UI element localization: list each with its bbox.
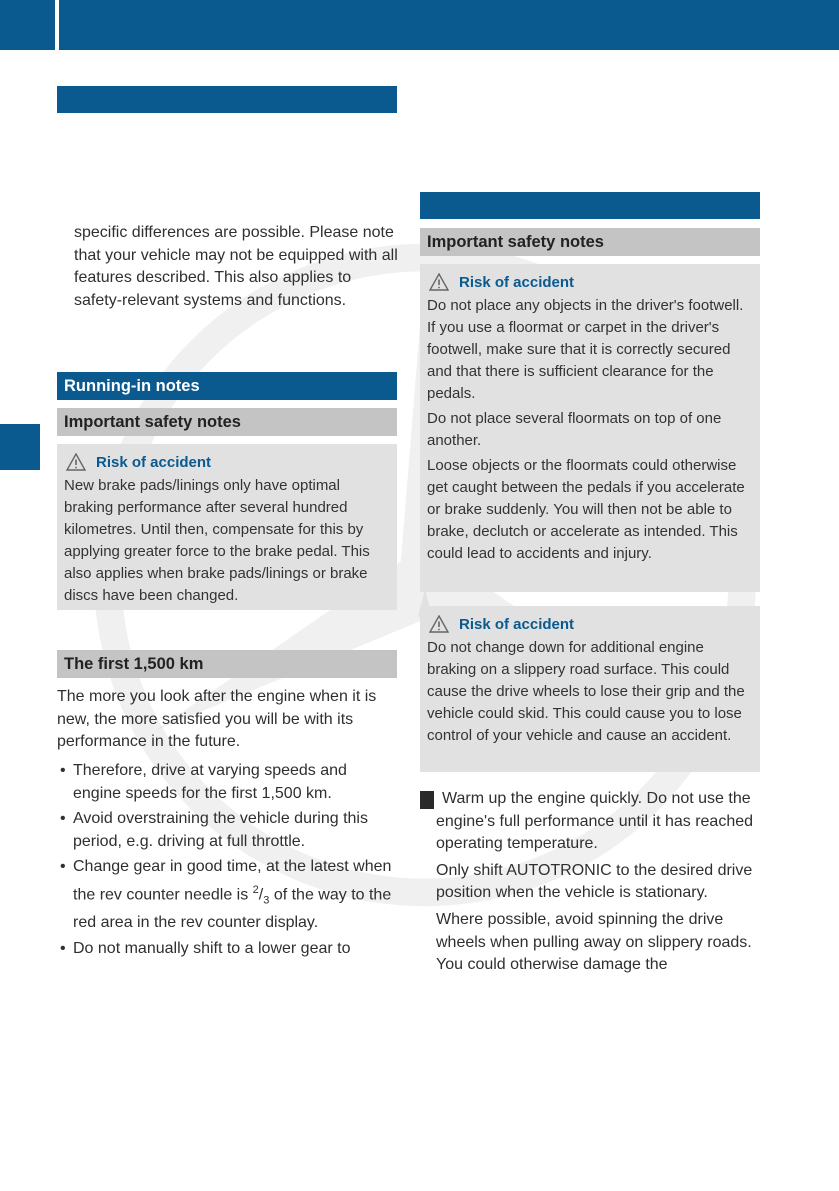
safety-notes-heading: Important safety notes xyxy=(420,228,760,256)
warning-title xyxy=(427,272,754,292)
warning-triangle-icon xyxy=(429,273,449,291)
bullet-text: Change gear in good time, at the latest when the rev counter needle is xyxy=(73,858,392,904)
warning-triangle-icon xyxy=(429,615,449,633)
warning-text: New brake pads/linings only have optimal braking performance after several hundred kilometres. Until then, compensate for this by applying greater force to the brake pedal. This also applies when brake pads/linings or brake discs have been changed. xyxy=(64,477,370,604)
list-item: • Therefore, drive at varying speeds and engine speeds for the first 1,500 km. xyxy=(57,760,399,805)
running-in-notes-heading: Running-in notes xyxy=(57,372,397,400)
first-1500-km-heading: The first 1,500 km xyxy=(57,650,397,678)
note-exclamation-icon: ! xyxy=(420,791,434,809)
note-paragraph xyxy=(416,788,762,856)
header-bar xyxy=(59,0,839,50)
section-header-bar xyxy=(57,86,397,113)
warning-title xyxy=(64,452,391,472)
intro-text: specific differences are possible. Please note that your vehicle may not be equipped with all features described. This also applies to safety-relevant systems and functions. xyxy=(74,224,398,309)
note-text: Warm up the engine quickly. Do not use the engine's full performance until it has reached operating temperature. xyxy=(436,790,754,853)
warning-title-text: Risk of accident xyxy=(96,453,212,471)
downshift-warning-box xyxy=(420,606,760,772)
caution-note xyxy=(416,788,762,977)
warning-text: Do not place several floormats on top of one another. xyxy=(427,410,722,449)
safety-notes-heading: Important safety notes xyxy=(57,408,397,436)
header-bar-left xyxy=(0,0,55,50)
warning-title xyxy=(427,614,754,634)
footwell-warning-box xyxy=(420,264,760,592)
warning-title-text: Risk of accident xyxy=(459,615,575,633)
warning-text: Loose objects or the floormats could otherwise get caught between the pedals if you accelerate or brake suddenly. You will then not be able to brake, declutch or accelerate as intended. This could lead to accidents and injury. xyxy=(427,457,745,562)
section-header-bar xyxy=(420,192,760,219)
list-item: • Do not manually shift to a lower gear to xyxy=(57,938,399,961)
fraction-slash: / xyxy=(258,886,264,904)
list-item xyxy=(57,856,399,934)
note-paragraph: Only shift AUTOTRONIC to the desired drive position when the vehicle is stationary. xyxy=(436,861,753,902)
warning-text: Do not place any objects in the driver's footwell. If you use a floormat or carpet in the driver's footwell, make sure that it is correctly secured and that there is sufficient clearance for the pedals. xyxy=(427,297,744,402)
warning-title-text: Risk of accident xyxy=(459,273,575,291)
running-in-bullet-list xyxy=(57,760,399,963)
fraction-numerator: 2 xyxy=(252,883,259,896)
brake-warning-box xyxy=(57,444,397,610)
warning-text: Do not change down for additional engine braking on a slippery road surface. This could cause the drive wheels to lose their grip and the vehicle could skid. This could cause you to lose control of your vehicle and cause an accident. xyxy=(427,639,745,744)
chapter-tab xyxy=(0,424,40,470)
note-paragraph: Where possible, avoid spinning the drive wheels when pulling away on slippery roads. You could otherwise damage the xyxy=(436,910,752,974)
fraction-denominator: 3 xyxy=(263,894,270,907)
list-item: • Avoid overstraining the vehicle during this period, e.g. driving at full throttle. xyxy=(57,808,399,853)
warning-triangle-icon xyxy=(66,453,86,471)
bullet-text: of the way to the red area in the rev counter display. xyxy=(73,886,392,932)
first-km-text: The more you look after the engine when it is new, the more satisfied you will be with its performance in the future. xyxy=(57,688,377,751)
